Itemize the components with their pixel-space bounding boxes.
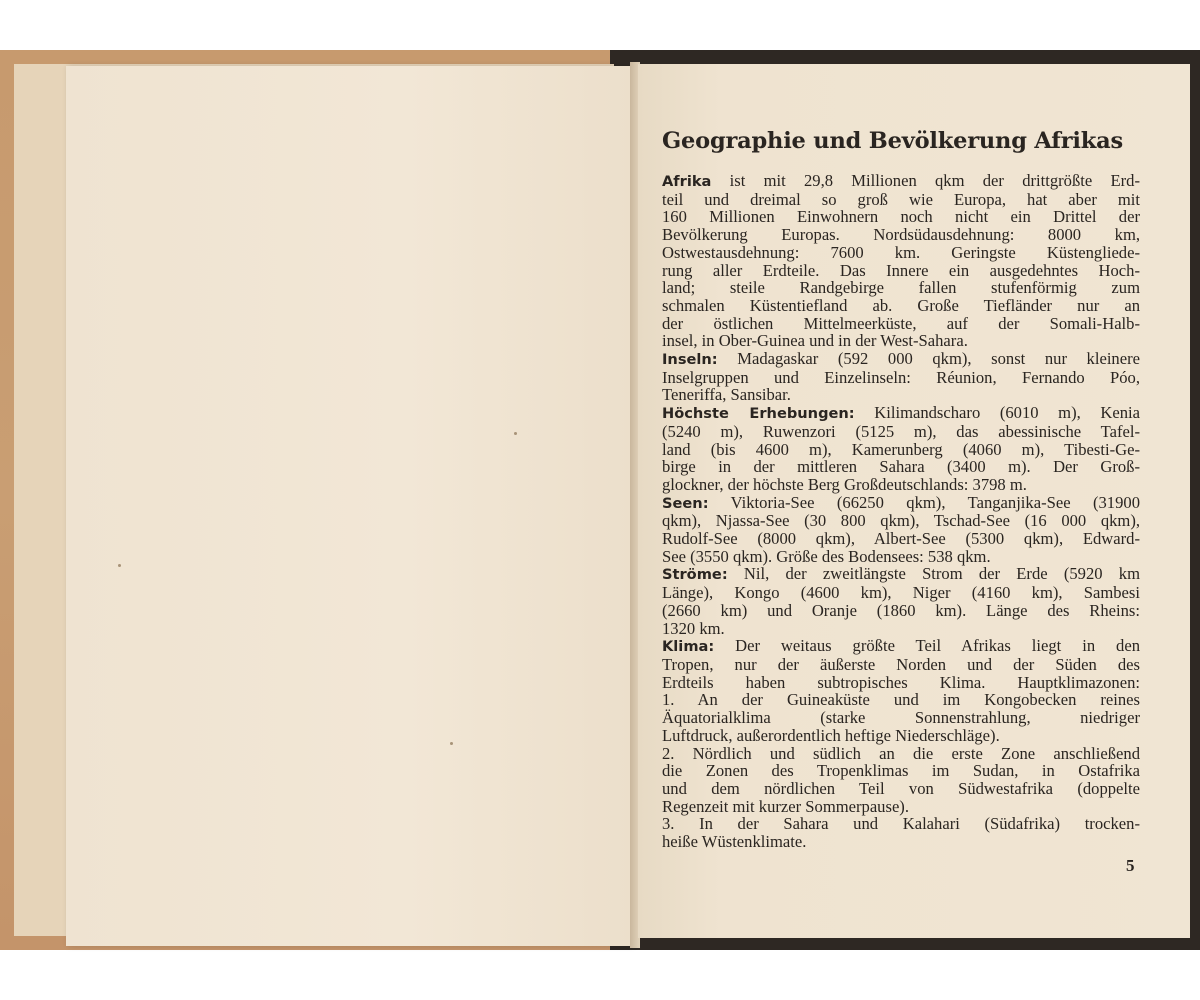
section-label: Klima: (662, 638, 715, 656)
line-text: 1320 km. (662, 618, 725, 638)
text-line (662, 332, 1140, 350)
line-text: land (bis 4600 m), Kamerunberg (4060 m), Tibesti-Ge- (662, 439, 1140, 459)
line-text: (5240 m), Ruwenzori (5125 m), das abessinische Tafel- (662, 421, 1140, 441)
text-line (662, 815, 1140, 833)
line-text: und dem nördlichen Teil von Südwestafrika (doppelte (662, 778, 1140, 798)
line-text: 1. An der Guineaküste und im Kongobecken reines (662, 690, 1140, 710)
line-text: Teneriffa, Sansibar. (662, 385, 791, 405)
line-text: Nil, der zweitlängste Strom der Erde (5920 km (727, 564, 1140, 584)
text-line (662, 565, 1140, 584)
text-line (662, 798, 1140, 816)
text-line (662, 674, 1140, 692)
line-text: 3. In der Sahara und Kalahari (Südafrika) trocken- (662, 814, 1140, 834)
text-line (662, 350, 1140, 369)
text-line (662, 315, 1140, 333)
text-line (662, 709, 1140, 727)
line-text: (2660 km) und Oranje (1860 km). Länge des Rheins: (662, 600, 1140, 620)
line-text: rung aller Erdteile. Das Innere ein ausgedehntes Hoch- (662, 260, 1140, 280)
text-line (662, 441, 1140, 459)
line-text: Regenzeit mit kurzer Sommerpause). (662, 796, 909, 816)
text-line (662, 727, 1140, 745)
line-text: Ostwestausdehnung: 7600 km. Geringste Küstengliede- (662, 242, 1140, 262)
line-text: Kilimandscharo (6010 m), Kenia (854, 403, 1141, 423)
line-text: Äquatorialklima (starke Sonnenstrahlung, niedriger (662, 708, 1140, 728)
line-text: 2. Nördlich und südlich an die erste Zone anschließend (662, 743, 1140, 763)
text-line (662, 423, 1140, 441)
page-content (662, 128, 1140, 851)
text-line (662, 297, 1140, 315)
text-line (662, 833, 1140, 851)
line-text: land; steile Randgebirge fallen stufenförmig zum (662, 278, 1140, 298)
text-line (662, 208, 1140, 226)
line-text: Luftdruck, außerordentlich heftige Niederschläge). (662, 725, 1000, 745)
line-text: Länge), Kongo (4600 km), Niger (4160 km), Sambesi (662, 583, 1140, 603)
line-text: Inselgruppen und Einzelinseln: Réunion, Fernando Póo, (662, 367, 1140, 387)
line-text: Viktoria-See (66250 qkm), Tanganjika-See (31900 (708, 492, 1140, 512)
line-text: schmalen Küstentiefland ab. Große Tiefländer nur an (662, 295, 1140, 315)
text-line (662, 369, 1140, 387)
line-text: glockner, der höchste Berg Großdeutschlands: 3798 m. (662, 474, 1027, 494)
text-line (662, 476, 1140, 494)
line-text: Rudolf-See (8000 qkm), Albert-See (5300 qkm), Edward- (662, 529, 1140, 549)
text-line (662, 172, 1140, 191)
line-text: insel, in Ober-Guinea und in der West-Sahara. (662, 331, 968, 351)
page-number: 5 (1126, 856, 1135, 875)
line-text: Erdteils haben subtropisches Klima. Hauptklimazonen: (662, 672, 1140, 692)
text-line (662, 494, 1140, 513)
text-line (662, 191, 1140, 209)
text-line (662, 745, 1140, 763)
text-line (662, 620, 1140, 638)
text-line (662, 548, 1140, 566)
section-label: Höchste Erhebungen: (662, 405, 855, 423)
line-text: teil und dreimal so groß wie Europa, hat aber mit (662, 189, 1140, 209)
text-line (662, 602, 1140, 620)
text-line (662, 762, 1140, 780)
line-text: See (3550 qkm). Größe des Bodensees: 538 qkm. (662, 546, 991, 566)
section-label: Afrika (662, 173, 712, 190)
line-text: Tropen, nur der äußerste Norden und der Süden des (662, 654, 1140, 674)
text-line (662, 262, 1140, 280)
text-line (662, 404, 1140, 423)
text-line (662, 244, 1140, 262)
line-text: die Zonen des Tropenklimas im Sudan, in Ostafrika (662, 761, 1140, 781)
paper-speck (514, 432, 517, 435)
text-line (662, 530, 1140, 548)
text-line (662, 226, 1140, 244)
line-text: Madagaskar (592 000 qkm), sonst nur kleinere (717, 349, 1140, 369)
section-label: Inseln: (662, 351, 718, 369)
text-line (662, 458, 1140, 476)
text-line (662, 279, 1140, 297)
text-line (662, 584, 1140, 602)
text-line (662, 656, 1140, 674)
line-text: Bevölkerung Europas. Nordsüdausdehnung: 8000 km, (662, 225, 1140, 245)
page-title: Geographie und Bevölkerung Afrikas (662, 128, 1123, 154)
section-label: Ströme: (662, 566, 728, 584)
line-text: ist mit 29,8 Millionen qkm der drittgrößte Erd- (711, 171, 1140, 190)
text-line (662, 691, 1140, 709)
blank-left-page (66, 66, 632, 946)
section-label: Seen: (662, 494, 709, 512)
text-line (662, 512, 1140, 530)
text-line (662, 780, 1140, 798)
line-text: Der weitaus größte Teil Afrikas liegt in den (714, 636, 1140, 656)
line-text: der östlichen Mittelmeerküste, auf der Somali-Halb- (662, 313, 1140, 333)
line-text: birge in der mittleren Sahara (3400 m). Der Groß- (662, 457, 1140, 477)
line-text: qkm), Njassa-See (30 800 qkm), Tschad-See (16 000 qkm), (662, 511, 1140, 531)
text-line (662, 637, 1140, 656)
line-text: heiße Wüstenklimate. (662, 832, 807, 852)
paper-speck (118, 564, 121, 567)
body-text (662, 172, 1140, 851)
text-line (662, 386, 1140, 404)
line-text: 160 Millionen Einwohnern noch nicht ein Drittel der (662, 207, 1140, 227)
paper-speck (450, 742, 453, 745)
